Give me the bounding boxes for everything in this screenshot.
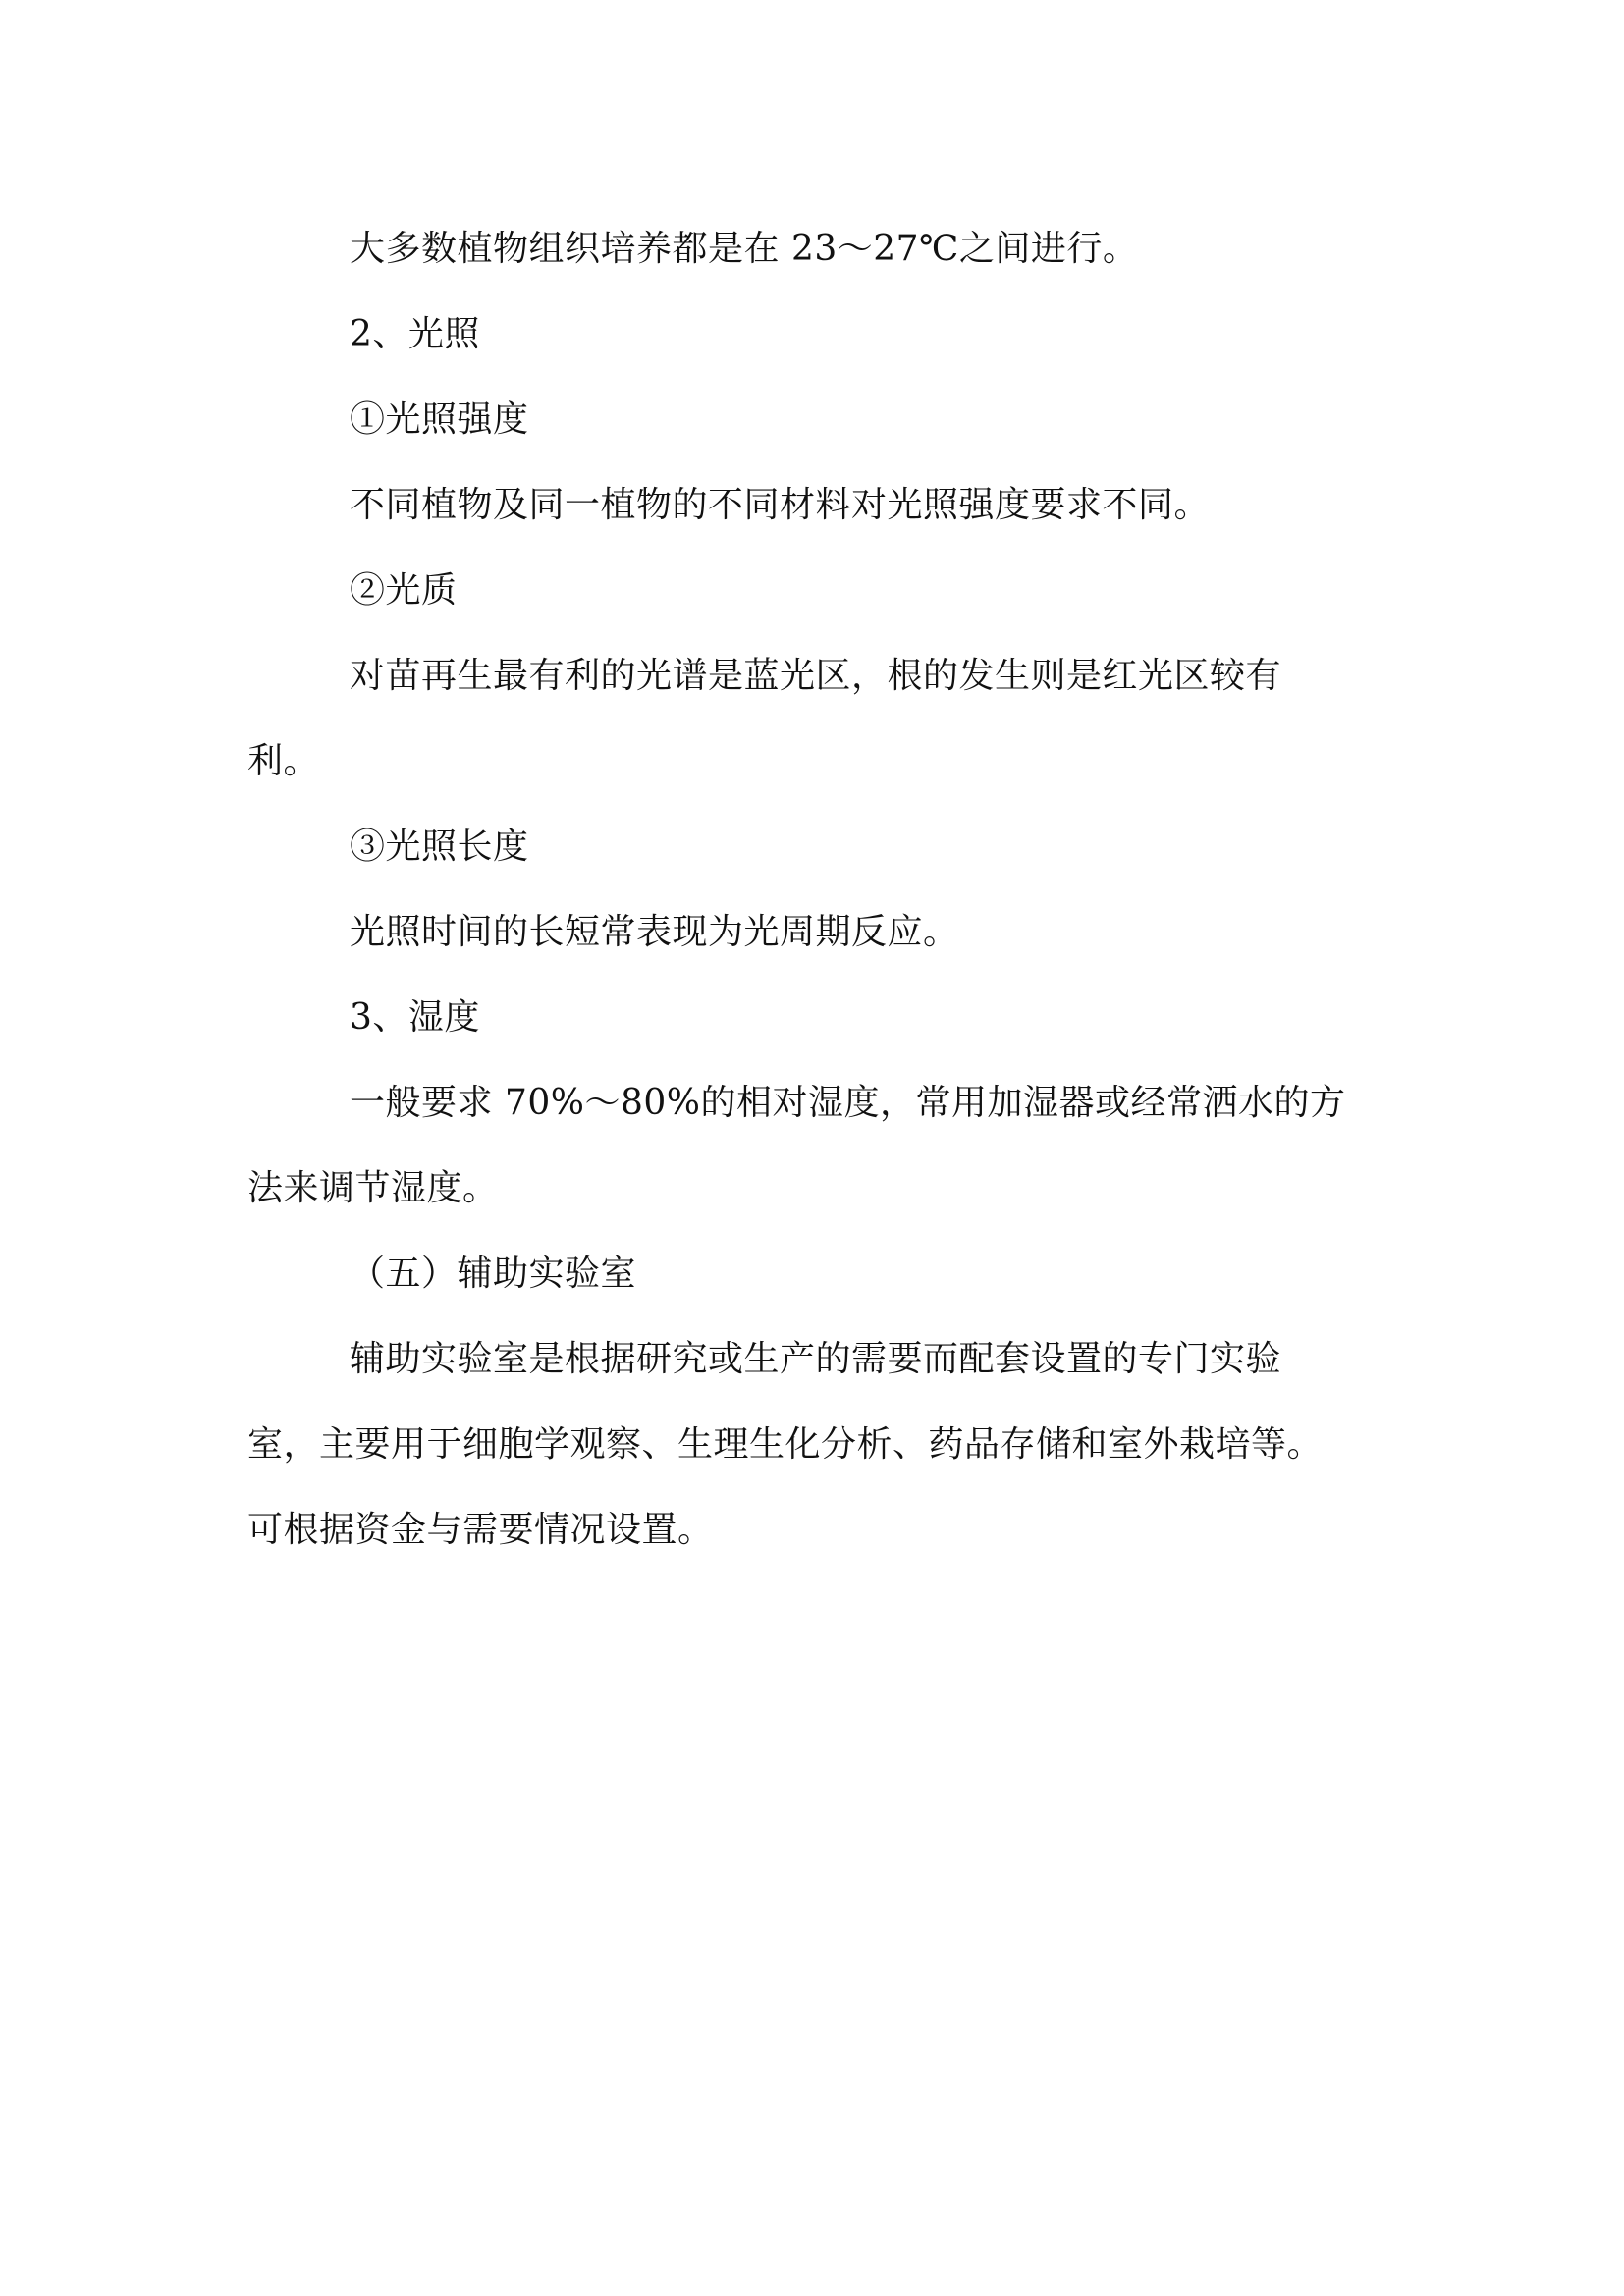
paragraph-light-quality-line-1: 对苗再生最有利的光谱是蓝光区，根的发生则是红光区较有 — [350, 656, 1282, 696]
heading-humidity: 3、湿度 — [350, 997, 480, 1038]
subheading-light-intensity: ①光照强度 — [350, 400, 529, 440]
paragraph-temperature-range: 大多数植物组织培养都是在 23～27℃之间进行。 — [350, 229, 1139, 269]
paragraph-humidity-line-1: 一般要求 70%～80%的相对湿度，常用加湿器或经常洒水的方 — [350, 1083, 1346, 1123]
subheading-light-quality: ②光质 — [350, 570, 458, 611]
document-body — [247, 206, 1386, 1573]
heading-lighting: 2、光照 — [350, 314, 480, 354]
paragraph-auxiliary-lab-line-1: 辅助实验室是根据研究或生产的需要而配套设置的专门实验 — [350, 1339, 1282, 1379]
paragraph-auxiliary-lab-line-3: 可根据资金与需要情况设置。 — [247, 1510, 714, 1550]
paragraph-light-intensity: 不同植物及同一植物的不同材料对光照强度要求不同。 — [350, 485, 1211, 525]
subheading-light-duration: ③光照长度 — [350, 827, 529, 867]
paragraph-auxiliary-lab-line-2: 室，主要用于细胞学观察、生理生化分析、药品存储和室外栽培等。 — [247, 1424, 1324, 1465]
section-heading-auxiliary-lab: （五）辅助实验室 — [350, 1254, 637, 1294]
paragraph-humidity-line-2: 法来调节湿度。 — [247, 1168, 499, 1208]
paragraph-light-quality-line-2: 利。 — [247, 741, 320, 781]
paragraph-light-duration: 光照时间的长短常表现为光周期反应。 — [350, 912, 959, 952]
